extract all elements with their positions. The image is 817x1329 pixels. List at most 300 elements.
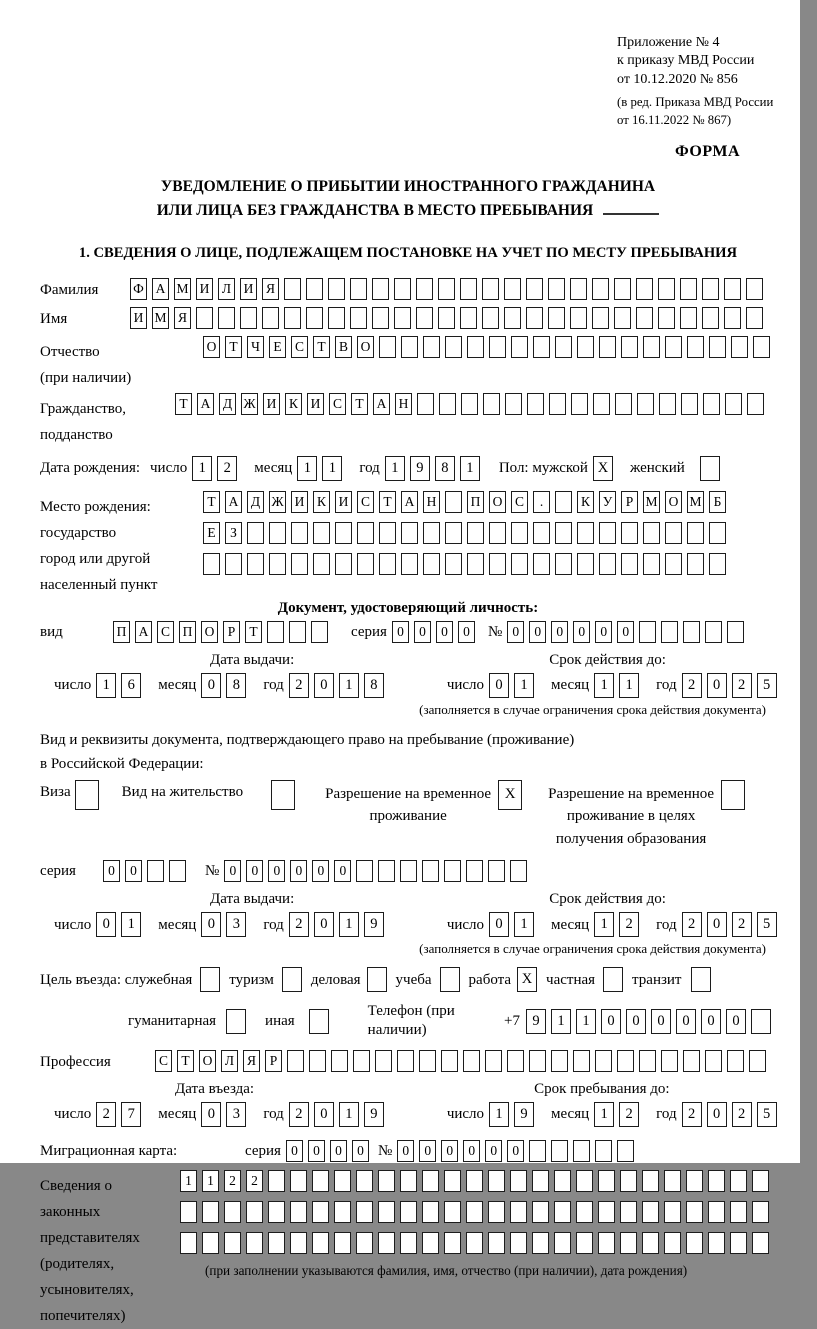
char-box[interactable] — [267, 621, 284, 643]
char-box[interactable]: 0 — [726, 1009, 746, 1034]
char-box[interactable]: П — [179, 621, 196, 643]
char-box[interactable] — [290, 1170, 307, 1192]
char-box[interactable] — [731, 336, 748, 358]
char-box[interactable]: Т — [245, 621, 262, 643]
char-box[interactable]: Т — [379, 491, 396, 513]
char-box[interactable] — [614, 307, 631, 329]
char-box[interactable]: 2 — [682, 912, 702, 937]
char-box[interactable] — [725, 393, 742, 415]
char-box[interactable] — [643, 336, 660, 358]
char-box[interactable] — [460, 307, 477, 329]
char-box[interactable] — [598, 1170, 615, 1192]
char-box[interactable] — [335, 553, 352, 575]
char-box[interactable]: 1 — [460, 456, 480, 481]
char-box[interactable] — [246, 1201, 263, 1223]
char-box[interactable]: 0 — [392, 621, 409, 643]
char-box[interactable]: Н — [423, 491, 440, 513]
char-box[interactable] — [488, 860, 505, 882]
char-box[interactable] — [687, 336, 704, 358]
char-box[interactable] — [379, 553, 396, 575]
char-box[interactable]: . — [533, 491, 550, 513]
char-box[interactable] — [466, 860, 483, 882]
char-box[interactable]: Н — [395, 393, 412, 415]
char-box[interactable] — [576, 1232, 593, 1254]
char-box[interactable] — [752, 1170, 769, 1192]
char-box[interactable] — [709, 336, 726, 358]
char-box[interactable] — [313, 522, 330, 544]
char-box[interactable] — [444, 1232, 461, 1254]
char-box[interactable] — [417, 393, 434, 415]
char-box[interactable] — [311, 621, 328, 643]
char-box[interactable] — [555, 491, 572, 513]
char-box[interactable] — [642, 1201, 659, 1223]
char-box[interactable] — [576, 1170, 593, 1192]
char-box[interactable] — [378, 1232, 395, 1254]
char-box[interactable] — [200, 967, 220, 992]
char-box[interactable] — [686, 1232, 703, 1254]
char-box[interactable] — [592, 278, 609, 300]
char-box[interactable]: 0 — [651, 1009, 671, 1034]
char-box[interactable]: С — [155, 1050, 172, 1072]
char-box[interactable]: 0 — [201, 1102, 221, 1127]
char-box[interactable]: 0 — [441, 1140, 458, 1162]
char-box[interactable] — [683, 621, 700, 643]
char-box[interactable]: 0 — [489, 912, 509, 937]
char-box[interactable] — [526, 307, 543, 329]
char-box[interactable] — [705, 621, 722, 643]
char-box[interactable]: 3 — [226, 912, 246, 937]
char-box[interactable] — [746, 278, 763, 300]
char-box[interactable]: Т — [313, 336, 330, 358]
char-box[interactable] — [423, 336, 440, 358]
char-box[interactable] — [372, 307, 389, 329]
char-box[interactable]: Ф — [130, 278, 147, 300]
char-box[interactable] — [367, 967, 387, 992]
char-box[interactable]: 2 — [289, 1102, 309, 1127]
char-box[interactable] — [224, 1201, 241, 1223]
char-box[interactable] — [598, 1201, 615, 1223]
char-box[interactable]: 0 — [601, 1009, 621, 1034]
char-box[interactable] — [576, 1201, 593, 1223]
char-box[interactable]: О — [357, 336, 374, 358]
char-box[interactable]: З — [225, 522, 242, 544]
char-box[interactable] — [661, 1050, 678, 1072]
char-box[interactable] — [709, 522, 726, 544]
char-box[interactable]: 1 — [514, 673, 534, 698]
char-box[interactable] — [147, 860, 164, 882]
char-box[interactable]: 3 — [226, 1102, 246, 1127]
char-box[interactable]: 0 — [707, 1102, 727, 1127]
char-box[interactable] — [505, 393, 522, 415]
char-box[interactable]: 1 — [180, 1170, 197, 1192]
char-box[interactable]: 2 — [732, 912, 752, 937]
char-box[interactable] — [577, 553, 594, 575]
char-box[interactable]: 0 — [96, 912, 116, 937]
char-box[interactable] — [400, 860, 417, 882]
char-box[interactable]: Р — [265, 1050, 282, 1072]
char-box[interactable]: О — [199, 1050, 216, 1072]
char-box[interactable] — [482, 307, 499, 329]
char-box[interactable] — [687, 522, 704, 544]
char-box[interactable] — [289, 621, 306, 643]
char-box[interactable]: С — [511, 491, 528, 513]
char-box[interactable]: 1 — [297, 456, 317, 481]
char-box[interactable] — [331, 1050, 348, 1072]
char-box[interactable]: 0 — [485, 1140, 502, 1162]
char-box[interactable] — [226, 1009, 246, 1034]
char-box[interactable] — [617, 1050, 634, 1072]
char-box[interactable]: К — [313, 491, 330, 513]
char-box[interactable] — [268, 1201, 285, 1223]
char-box[interactable]: 0 — [436, 621, 453, 643]
char-box[interactable]: 0 — [224, 860, 241, 882]
char-box[interactable] — [705, 1050, 722, 1072]
char-box[interactable] — [357, 522, 374, 544]
char-box[interactable] — [180, 1201, 197, 1223]
char-box[interactable]: 9 — [410, 456, 430, 481]
char-box[interactable] — [573, 1050, 590, 1072]
char-box[interactable]: 1 — [514, 912, 534, 937]
char-box[interactable] — [489, 553, 506, 575]
char-box[interactable]: Я — [262, 278, 279, 300]
char-box[interactable] — [356, 1232, 373, 1254]
char-box[interactable] — [334, 1170, 351, 1192]
char-box[interactable]: Т — [351, 393, 368, 415]
char-box[interactable] — [593, 393, 610, 415]
char-box[interactable] — [532, 1201, 549, 1223]
char-box[interactable] — [334, 1201, 351, 1223]
char-box[interactable] — [444, 1170, 461, 1192]
char-box[interactable]: И — [291, 491, 308, 513]
char-box[interactable]: 0 — [676, 1009, 696, 1034]
char-box[interactable]: Р — [621, 491, 638, 513]
char-box[interactable]: 1 — [339, 1102, 359, 1127]
char-box[interactable] — [463, 1050, 480, 1072]
char-box[interactable] — [467, 522, 484, 544]
char-box[interactable] — [306, 307, 323, 329]
char-box[interactable]: К — [285, 393, 302, 415]
char-box[interactable]: 0 — [595, 621, 612, 643]
char-box[interactable] — [488, 1201, 505, 1223]
char-box[interactable]: 9 — [364, 1102, 384, 1127]
char-box[interactable]: А — [401, 491, 418, 513]
char-box[interactable] — [529, 1140, 546, 1162]
char-box[interactable]: 2 — [619, 1102, 639, 1127]
char-box[interactable] — [686, 1201, 703, 1223]
char-box[interactable] — [533, 336, 550, 358]
char-box[interactable]: 0 — [419, 1140, 436, 1162]
char-box[interactable] — [551, 1140, 568, 1162]
char-box[interactable]: 0 — [125, 860, 142, 882]
char-box[interactable] — [306, 278, 323, 300]
char-box[interactable]: А — [197, 393, 214, 415]
char-box[interactable]: С — [291, 336, 308, 358]
char-box[interactable] — [529, 1050, 546, 1072]
char-box[interactable] — [312, 1232, 329, 1254]
char-box[interactable] — [422, 1232, 439, 1254]
char-box[interactable]: 2 — [96, 1102, 116, 1127]
char-box[interactable] — [375, 1050, 392, 1072]
char-box[interactable] — [268, 1232, 285, 1254]
char-box[interactable]: 2 — [246, 1170, 263, 1192]
char-box[interactable] — [752, 1201, 769, 1223]
char-box[interactable]: 0 — [463, 1140, 480, 1162]
char-box[interactable]: X — [593, 456, 613, 481]
char-box[interactable]: 1 — [594, 1102, 614, 1127]
char-box[interactable]: 1 — [322, 456, 342, 481]
char-box[interactable]: 8 — [226, 673, 246, 698]
char-box[interactable] — [445, 491, 462, 513]
char-box[interactable] — [532, 1170, 549, 1192]
char-box[interactable]: 0 — [707, 673, 727, 698]
char-box[interactable]: 0 — [286, 1140, 303, 1162]
char-box[interactable] — [202, 1201, 219, 1223]
char-box[interactable] — [489, 522, 506, 544]
char-box[interactable] — [196, 307, 213, 329]
char-box[interactable]: 1 — [489, 1102, 509, 1127]
char-box[interactable] — [658, 278, 675, 300]
char-box[interactable] — [422, 1201, 439, 1223]
char-box[interactable]: 0 — [617, 621, 634, 643]
char-box[interactable] — [353, 1050, 370, 1072]
char-box[interactable]: 5 — [757, 1102, 777, 1127]
char-box[interactable]: М — [152, 307, 169, 329]
char-box[interactable] — [658, 307, 675, 329]
char-box[interactable]: 1 — [594, 912, 614, 937]
char-box[interactable] — [643, 553, 660, 575]
char-box[interactable] — [603, 967, 623, 992]
char-box[interactable]: X — [517, 967, 537, 992]
char-box[interactable] — [639, 621, 656, 643]
char-box[interactable] — [423, 553, 440, 575]
char-box[interactable] — [664, 1170, 681, 1192]
char-box[interactable]: 2 — [732, 1102, 752, 1127]
char-box[interactable]: 0 — [268, 860, 285, 882]
char-box[interactable] — [599, 553, 616, 575]
char-box[interactable] — [727, 621, 744, 643]
char-box[interactable] — [291, 553, 308, 575]
char-box[interactable] — [686, 1170, 703, 1192]
char-box[interactable] — [488, 1170, 505, 1192]
char-box[interactable] — [747, 393, 764, 415]
char-box[interactable]: 0 — [314, 673, 334, 698]
char-box[interactable]: 0 — [352, 1140, 369, 1162]
char-box[interactable]: 0 — [201, 912, 221, 937]
char-box[interactable]: 0 — [701, 1009, 721, 1034]
char-box[interactable]: С — [157, 621, 174, 643]
char-box[interactable] — [700, 456, 720, 481]
char-box[interactable] — [702, 278, 719, 300]
char-box[interactable]: С — [357, 491, 374, 513]
char-box[interactable]: П — [467, 491, 484, 513]
char-box[interactable] — [312, 1170, 329, 1192]
char-box[interactable] — [466, 1201, 483, 1223]
char-box[interactable] — [621, 336, 638, 358]
char-box[interactable] — [440, 967, 460, 992]
char-box[interactable] — [639, 1050, 656, 1072]
char-box[interactable]: 9 — [364, 912, 384, 937]
char-box[interactable] — [328, 278, 345, 300]
char-box[interactable]: 1 — [551, 1009, 571, 1034]
char-box[interactable] — [438, 307, 455, 329]
char-box[interactable] — [203, 553, 220, 575]
char-box[interactable] — [313, 553, 330, 575]
char-box[interactable] — [510, 1170, 527, 1192]
char-box[interactable] — [309, 1050, 326, 1072]
char-box[interactable] — [708, 1232, 725, 1254]
char-box[interactable] — [511, 336, 528, 358]
char-box[interactable]: 1 — [202, 1170, 219, 1192]
char-box[interactable] — [423, 522, 440, 544]
char-box[interactable]: 1 — [576, 1009, 596, 1034]
char-box[interactable]: 1 — [619, 673, 639, 698]
char-box[interactable] — [441, 1050, 458, 1072]
char-box[interactable] — [169, 860, 186, 882]
char-box[interactable] — [460, 278, 477, 300]
char-box[interactable] — [746, 307, 763, 329]
char-box[interactable]: И — [130, 307, 147, 329]
char-box[interactable]: 6 — [121, 673, 141, 698]
char-box[interactable] — [224, 1232, 241, 1254]
char-box[interactable]: Л — [218, 278, 235, 300]
char-box[interactable] — [659, 393, 676, 415]
char-box[interactable] — [444, 1201, 461, 1223]
char-box[interactable] — [287, 1050, 304, 1072]
char-box[interactable] — [554, 1201, 571, 1223]
char-box[interactable] — [664, 1232, 681, 1254]
char-box[interactable] — [533, 522, 550, 544]
char-box[interactable] — [401, 522, 418, 544]
char-box[interactable] — [416, 307, 433, 329]
char-box[interactable] — [282, 967, 302, 992]
char-box[interactable] — [681, 393, 698, 415]
char-box[interactable]: 8 — [364, 673, 384, 698]
char-box[interactable] — [401, 553, 418, 575]
char-box[interactable] — [510, 1232, 527, 1254]
char-box[interactable] — [527, 393, 544, 415]
char-box[interactable]: 0 — [551, 621, 568, 643]
char-box[interactable] — [595, 1140, 612, 1162]
char-box[interactable] — [268, 1170, 285, 1192]
char-box[interactable]: 0 — [308, 1140, 325, 1162]
char-box[interactable] — [617, 1140, 634, 1162]
char-box[interactable] — [595, 1050, 612, 1072]
char-box[interactable]: 1 — [192, 456, 212, 481]
char-box[interactable] — [334, 1232, 351, 1254]
char-box[interactable] — [614, 278, 631, 300]
char-box[interactable] — [356, 1201, 373, 1223]
char-box[interactable] — [511, 553, 528, 575]
char-box[interactable] — [467, 336, 484, 358]
char-box[interactable] — [664, 1201, 681, 1223]
char-box[interactable]: 2 — [619, 912, 639, 937]
char-box[interactable] — [225, 553, 242, 575]
char-box[interactable]: Е — [203, 522, 220, 544]
char-box[interactable] — [262, 307, 279, 329]
char-box[interactable]: 7 — [121, 1102, 141, 1127]
char-box[interactable]: 0 — [414, 621, 431, 643]
char-box[interactable] — [555, 553, 572, 575]
char-box[interactable] — [291, 522, 308, 544]
char-box[interactable]: А — [135, 621, 152, 643]
char-box[interactable] — [570, 307, 587, 329]
char-box[interactable]: 5 — [757, 673, 777, 698]
char-box[interactable]: Д — [247, 491, 264, 513]
char-box[interactable]: Ж — [241, 393, 258, 415]
char-box[interactable]: 1 — [96, 673, 116, 698]
char-box[interactable] — [548, 278, 565, 300]
char-box[interactable] — [350, 307, 367, 329]
char-box[interactable]: Т — [175, 393, 192, 415]
char-box[interactable] — [328, 307, 345, 329]
char-box[interactable] — [721, 780, 745, 810]
char-box[interactable] — [466, 1232, 483, 1254]
char-box[interactable] — [661, 621, 678, 643]
char-box[interactable] — [180, 1232, 197, 1254]
char-box[interactable]: 0 — [246, 860, 263, 882]
char-box[interactable] — [379, 336, 396, 358]
char-box[interactable] — [637, 393, 654, 415]
char-box[interactable]: 0 — [330, 1140, 347, 1162]
char-box[interactable] — [620, 1170, 637, 1192]
char-box[interactable] — [511, 522, 528, 544]
char-box[interactable] — [445, 336, 462, 358]
char-box[interactable]: 2 — [217, 456, 237, 481]
char-box[interactable]: 2 — [682, 673, 702, 698]
char-box[interactable] — [247, 522, 264, 544]
char-box[interactable]: 1 — [121, 912, 141, 937]
char-box[interactable] — [284, 307, 301, 329]
char-box[interactable] — [708, 1201, 725, 1223]
char-box[interactable]: 2 — [732, 673, 752, 698]
char-box[interactable] — [549, 393, 566, 415]
char-box[interactable] — [271, 780, 295, 810]
char-box[interactable]: Т — [177, 1050, 194, 1072]
char-box[interactable] — [702, 307, 719, 329]
char-box[interactable]: 0 — [458, 621, 475, 643]
char-box[interactable] — [532, 1232, 549, 1254]
char-box[interactable] — [599, 336, 616, 358]
char-box[interactable]: М — [643, 491, 660, 513]
char-box[interactable] — [727, 1050, 744, 1072]
char-box[interactable]: 0 — [489, 673, 509, 698]
char-box[interactable] — [466, 1170, 483, 1192]
char-box[interactable] — [445, 553, 462, 575]
char-box[interactable]: 0 — [103, 860, 120, 882]
char-box[interactable] — [730, 1232, 747, 1254]
char-box[interactable] — [687, 553, 704, 575]
char-box[interactable] — [416, 278, 433, 300]
char-box[interactable] — [752, 1232, 769, 1254]
char-box[interactable] — [309, 1009, 329, 1034]
char-box[interactable] — [290, 1232, 307, 1254]
char-box[interactable]: 0 — [507, 1140, 524, 1162]
char-box[interactable] — [507, 1050, 524, 1072]
char-box[interactable] — [691, 967, 711, 992]
char-box[interactable] — [482, 278, 499, 300]
char-box[interactable]: А — [152, 278, 169, 300]
char-box[interactable]: О — [489, 491, 506, 513]
char-box[interactable] — [526, 278, 543, 300]
char-box[interactable] — [592, 307, 609, 329]
char-box[interactable]: Ж — [269, 491, 286, 513]
char-box[interactable] — [504, 278, 521, 300]
char-box[interactable]: 1 — [339, 912, 359, 937]
char-box[interactable]: И — [335, 491, 352, 513]
char-box[interactable]: 0 — [314, 912, 334, 937]
char-box[interactable] — [379, 522, 396, 544]
char-box[interactable] — [703, 393, 720, 415]
